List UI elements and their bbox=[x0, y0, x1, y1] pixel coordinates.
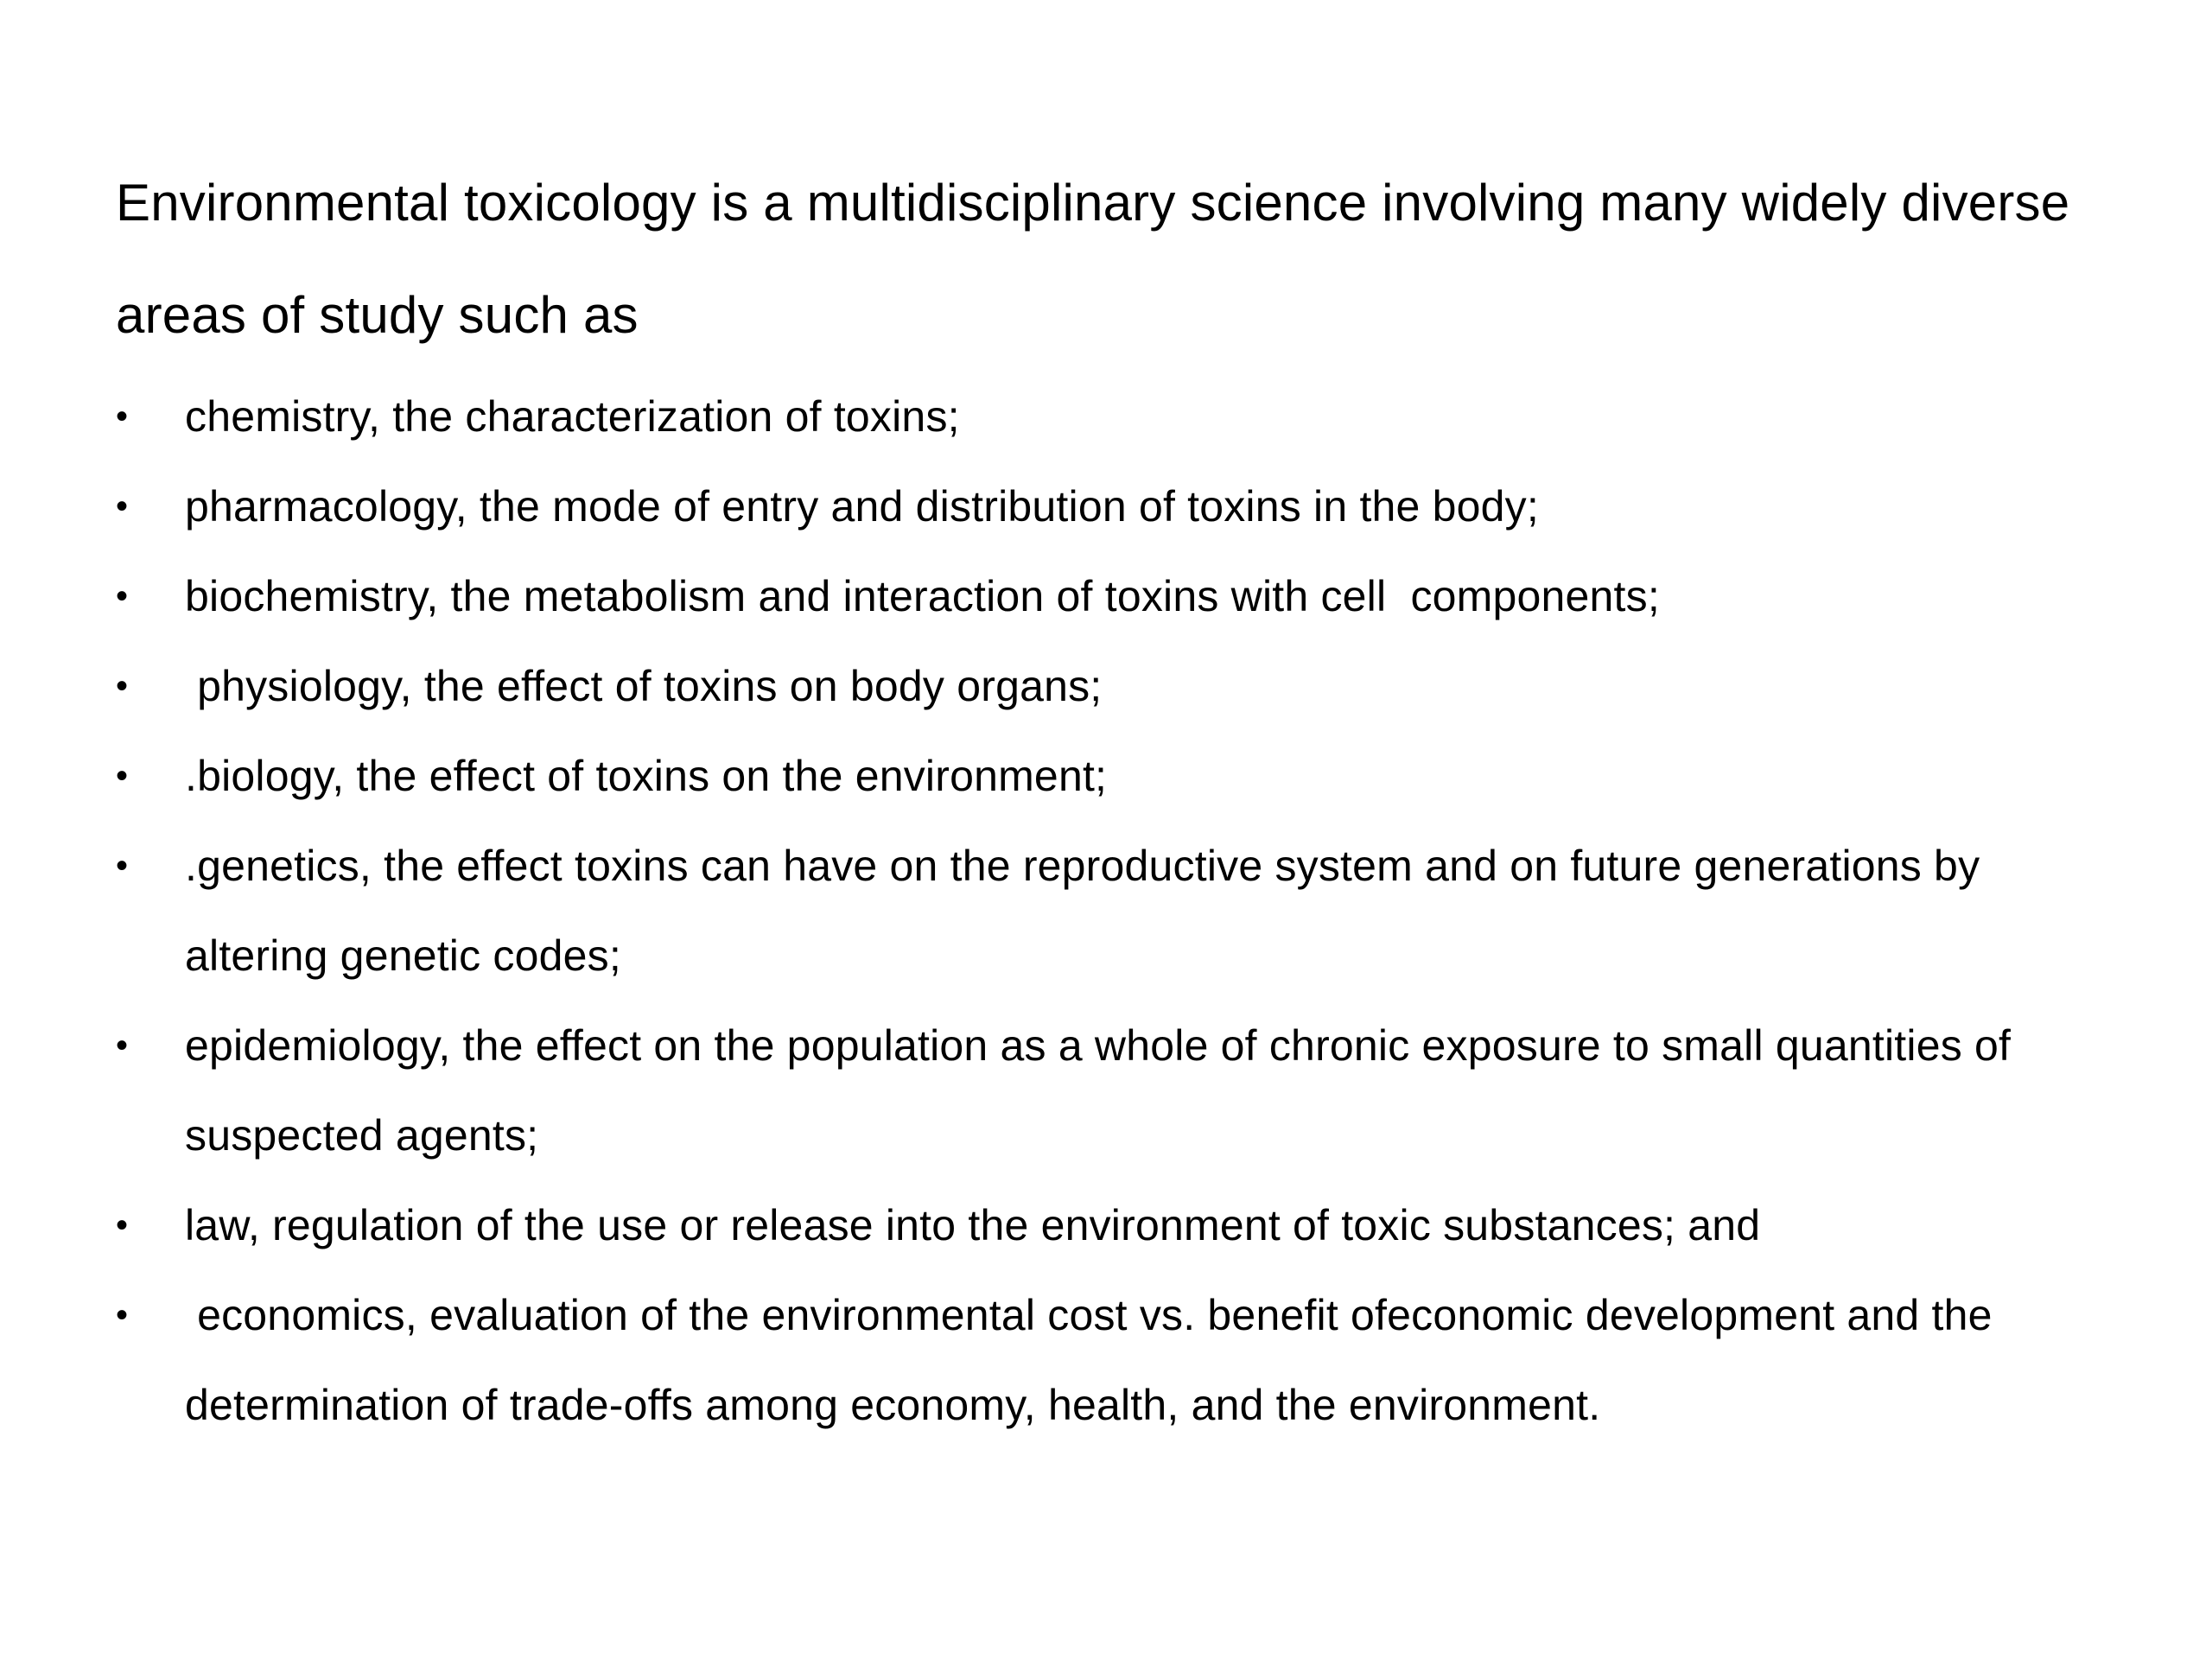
topic-list bbox=[116, 372, 2129, 1450]
bullet-icon: • bbox=[116, 1027, 129, 1065]
slide-content bbox=[116, 147, 2129, 1450]
list-item-text: law, regulation of the use or release into the environment of toxic substances; and bbox=[185, 1201, 1761, 1249]
bullet-icon: • bbox=[116, 1206, 129, 1244]
list-item-text: .biology, the effect of toxins on the environment; bbox=[185, 752, 1108, 800]
list-item bbox=[116, 1270, 2129, 1450]
list-item bbox=[116, 641, 2129, 731]
bullet-icon: • bbox=[116, 667, 129, 705]
list-item bbox=[116, 372, 2129, 461]
bullet-icon: • bbox=[116, 397, 129, 435]
list-item bbox=[116, 461, 2129, 551]
list-item bbox=[116, 551, 2129, 641]
list-item-text: pharmacology, the mode of entry and distribution of toxins in the body; bbox=[185, 482, 1539, 531]
bullet-icon: • bbox=[116, 1296, 129, 1334]
list-item-text: physiology, the effect of toxins on body organs; bbox=[185, 662, 1103, 710]
list-item bbox=[116, 1180, 2129, 1270]
list-item bbox=[116, 731, 2129, 821]
list-item-text: epidemiology, the effect on the population as a whole of chronic exposure to small quantities of suspected agents; bbox=[185, 1021, 2024, 1160]
list-item-text: .genetics, the effect toxins can have on the reproductive system and on future generations by altering genetic codes; bbox=[185, 842, 1993, 980]
list-item-text: chemistry, the characterization of toxins; bbox=[185, 392, 960, 441]
list-item bbox=[116, 1001, 2129, 1180]
intro-paragraph: Environmental toxicology is a multidisciplinary science involving many widely diverse areas of study such as bbox=[116, 174, 2070, 344]
bullet-icon: • bbox=[116, 757, 129, 795]
bullet-icon: • bbox=[116, 847, 129, 885]
bullet-icon: • bbox=[116, 487, 129, 525]
bullet-icon: • bbox=[116, 577, 129, 615]
list-item-text: biochemistry, the metabolism and interaction of toxins with cell components; bbox=[185, 572, 1660, 620]
list-item bbox=[116, 821, 2129, 1001]
list-item-text: economics, evaluation of the environmental cost vs. benefit ofeconomic development and the determination of trade-offs among economy, health, and the environment. bbox=[185, 1291, 2005, 1429]
